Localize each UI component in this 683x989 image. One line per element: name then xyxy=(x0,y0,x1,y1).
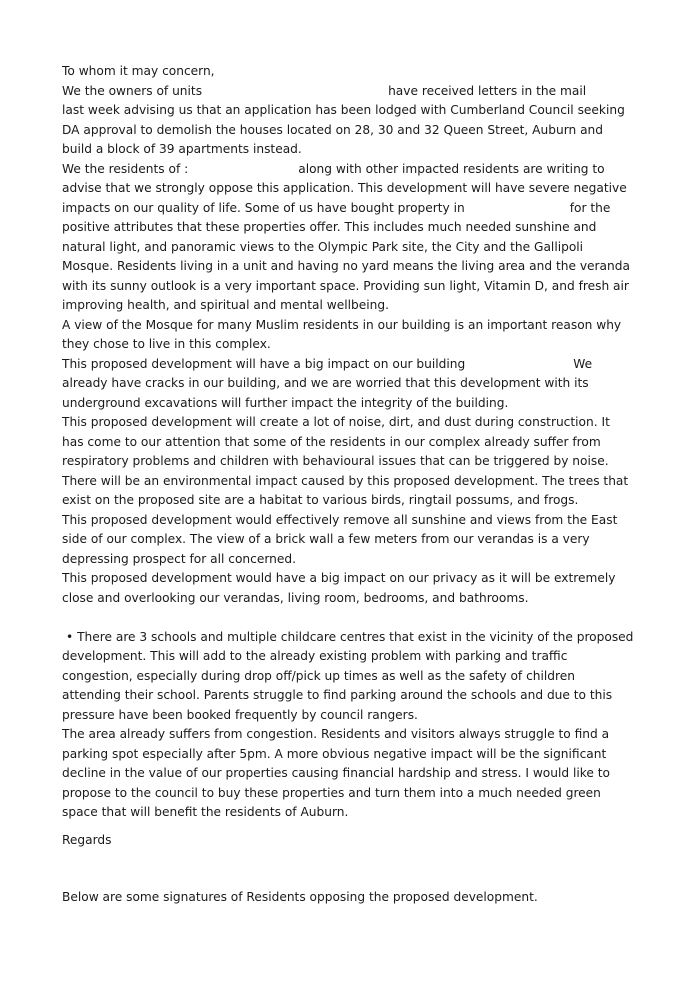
paragraph-line: This proposed development will create a lot of noise, dirt, and dust during construction. It xyxy=(62,415,610,429)
paragraph-line: advise that we strongly oppose this application. This development will have severe negative xyxy=(62,181,627,195)
bullet-item: • There are 3 schools and multiple childcare centres that exist in the vicinity of the proposed xyxy=(66,629,634,644)
paragraph-line: respiratory problems and children with behavioural issues that can be triggered by noise. xyxy=(62,454,609,468)
paragraph-line: space that will benefit the residents of Auburn. xyxy=(62,805,349,819)
paragraph-line: development. This will add to the already existing problem with parking and traffic xyxy=(62,649,568,663)
paragraph-line: decline in the value of our properties causing financial hardship and stress. I would like to xyxy=(62,766,610,780)
paragraph-line: impacts on our quality of life. Some of us have bought property in for the xyxy=(62,200,611,215)
paragraph-line: improving health, and spiritual and mental wellbeing. xyxy=(62,298,389,312)
paragraph-line: exist on the proposed site are a habitat to various birds, ringtail possums, and frogs. xyxy=(62,493,579,507)
paragraph-line: propose to the council to buy these properties and turn them into a much needed green xyxy=(62,785,601,800)
paragraph-line: side of our complex. The view of a brick wall a few meters from our verandas is a very xyxy=(62,532,590,546)
paragraph-line: Mosque. Residents living in a unit and having no yard means the living area and the veranda xyxy=(62,259,630,273)
paragraph-line: last week advising us that an application has been lodged with Cumberland Council seeking xyxy=(62,103,625,117)
paragraph-line: parking spot especially after 5pm. A more obvious negative impact will be the significant xyxy=(62,746,607,761)
paragraph-line: depressing prospect for all concerned. xyxy=(62,551,296,566)
paragraph-line: positive attributes that these properties offer. This includes much needed sunshine and xyxy=(62,220,597,234)
signatures-note: Below are some signatures of Residents opposing the proposed development. xyxy=(62,890,538,904)
paragraph-line: The area already suffers from congestion. Residents and visitors always struggle to find a xyxy=(62,727,610,741)
paragraph-line: has come to our attention that some of the residents in our complex already suffer from xyxy=(62,434,601,449)
paragraph-line: This proposed development would have a big impact on our privacy as it will be extremely xyxy=(62,571,616,585)
blank-line xyxy=(62,608,643,628)
paragraph-line: This proposed development will have a big impact on our building We xyxy=(62,356,593,371)
paragraph-line: with its sunny outlook is a very important space. Providing sun light, Vitamin D, and fresh air xyxy=(62,278,629,293)
paragraph-line: build a block of 39 apartments instead. xyxy=(62,142,302,156)
paragraph-line: A view of the Mosque for many Muslim residents in our building is an important reason why xyxy=(62,317,622,332)
paragraph-line: already have cracks in our building, and we are worried that this development with its xyxy=(62,376,589,390)
paragraph-line: underground excavations will further impact the integrity of the building. xyxy=(62,395,509,410)
paragraph-line: natural light, and panoramic views to the Olympic Park site, the City and the Gallipoli xyxy=(62,239,584,254)
paragraph-line: attending their school. Parents struggle to find parking around the schools and due to this xyxy=(62,688,613,702)
paragraph-line: This proposed development would effectively remove all sunshine and views from the East xyxy=(62,512,618,527)
paragraph-line: they chose to live in this complex. xyxy=(62,337,271,351)
salutation: To whom it may concern, xyxy=(62,64,215,78)
paragraph-line: There will be an environmental impact caused by this proposed development. The trees that xyxy=(62,473,629,488)
paragraph-line: close and overlooking our verandas, living room, bedrooms, and bathrooms. xyxy=(62,590,529,605)
paragraph-line: We the residents of : along with other impacted residents are writing to xyxy=(62,161,605,176)
blank-space xyxy=(62,850,643,888)
closing: Regards xyxy=(62,832,112,847)
paragraph-line: DA approval to demolish the houses located on 28, 30 and 32 Queen Street, Auburn and xyxy=(62,122,604,137)
paragraph-line: We the owners of units have received letters in the mail xyxy=(62,83,587,98)
paragraph-line: pressure have been booked frequently by council rangers. xyxy=(62,707,418,722)
paragraph-line: congestion, especially during drop off/pick up times as well as the safety of children xyxy=(62,668,575,683)
